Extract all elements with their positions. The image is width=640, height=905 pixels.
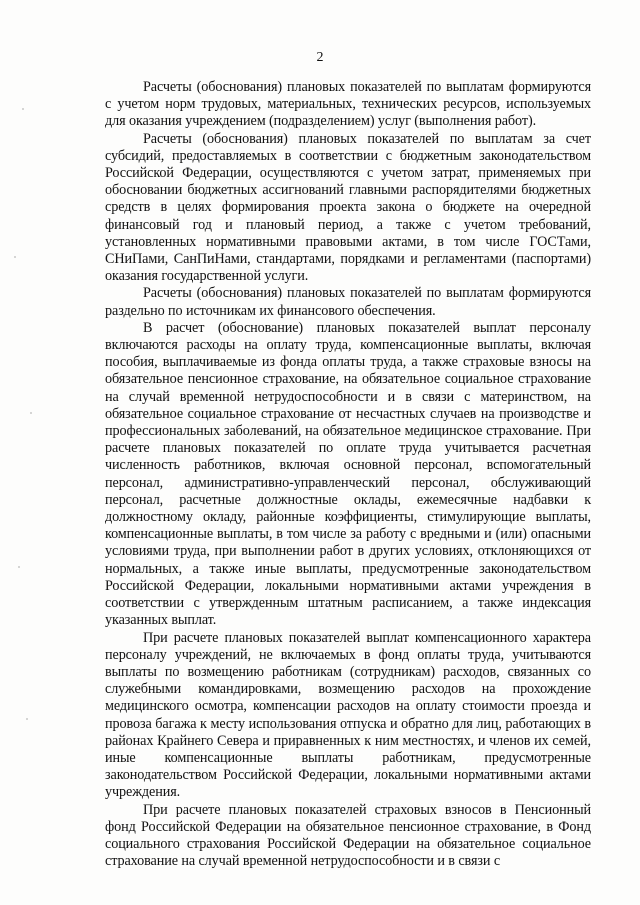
paragraph-1: Расчеты (обоснования) плановых показателей по выплатам формируются с учетом норм трудовых, материальных, технических ресурсов, используемых для оказания учреждением (подразделением) услуг (выполнения работ). — [105, 79, 591, 130]
scan-artifact — [14, 256, 16, 258]
scan-artifact — [18, 566, 20, 568]
paragraph-2: Расчеты (обоснования) плановых показателей по выплатам за счет субсидий, предоставляемых в соответствии с бюджетным законодательством Российской Федерации, осуществляются с учетом затрат, применяемых при обосновании бюджетных ассигнований главными распорядителями бюджетных средств в целях формирования проекта закона о бюджете на очередной финансовый год и плановый период, а также с учетом требований, установленных нормативными правовыми актами, в том числе ГОСТами, СНиПами, СанПиНами, стандартами, порядками и регламентами (паспортами) оказания государственной услуги. — [105, 130, 591, 285]
paragraph-5: При расчете плановых показателей выплат компенсационного характера персоналу учреждений, не включаемых в фонд оплаты труда, учитываются выплаты по возмещению работникам (сотрудникам) расходов, связанных со служебными командировками, возмещению расходов на прохождение медицинского осмотра, компенсации расходов на оплату стоимости проезда и провоза багажа к месту использования отпуска и обратно для лиц, работающих в районах Крайнего Севера и приравненных к ним местностях, и членов их семей, иные компенсационные выплаты работникам, предусмотренные законодательством Российской Федерации, локальными нормативными актами учреждения. — [105, 629, 591, 801]
paragraph-4: В расчет (обоснование) плановых показателей выплат персоналу включаются расходы на оплату труда, компенсационные выплаты, включая пособия, выплачиваемые из фонда оплаты труда, а также страховые взносы на обязательное пенсионное страхование, на обязательное социальное страхование на случай временной нетрудоспособности и в связи с материнством, на обязательное социальное страхование от несчастных случаев на производстве и профессиональных заболеваний, на обязательное медицинское страхование. При расчете плановых показателей по оплате труда учитывается расчетная численность работников, включая основной персонал, вспомогательный персонал, административно-управленческий персонал, обслуживающий персонал, расчетные должностные оклады, ежемесячные надбавки к должностному окладу, районные коэффициенты, стимулирующие выплаты, компенсационные выплаты, в том числе за работу с вредными и (или) опасными условиями труда, при выполнении работ в других условиях, отклоняющихся от нормальных, а также иные выплаты, предусмотренные законодательством Российской Федерации, локальными нормативными актами учреждения в соответствии с утвержденным штатным расписанием, а также индексация указанных выплат. — [105, 319, 591, 629]
scan-artifact — [30, 412, 32, 414]
document-body — [105, 79, 591, 870]
scan-artifact — [26, 718, 28, 720]
scan-artifact — [22, 108, 24, 110]
page-number: 2 — [316, 50, 324, 65]
paragraph-6: При расчете плановых показателей страховых взносов в Пенсионный фонд Российской Федерации на обязательное пенсионное страхование, в Фонд социального страхования Российской Федерации на обязательное социальное страхование на случай временной нетрудоспособности и в связи с — [105, 801, 591, 870]
paragraph-3: Расчеты (обоснования) плановых показателей по выплатам формируются раздельно по источникам их финансового обеспечения. — [105, 285, 591, 319]
